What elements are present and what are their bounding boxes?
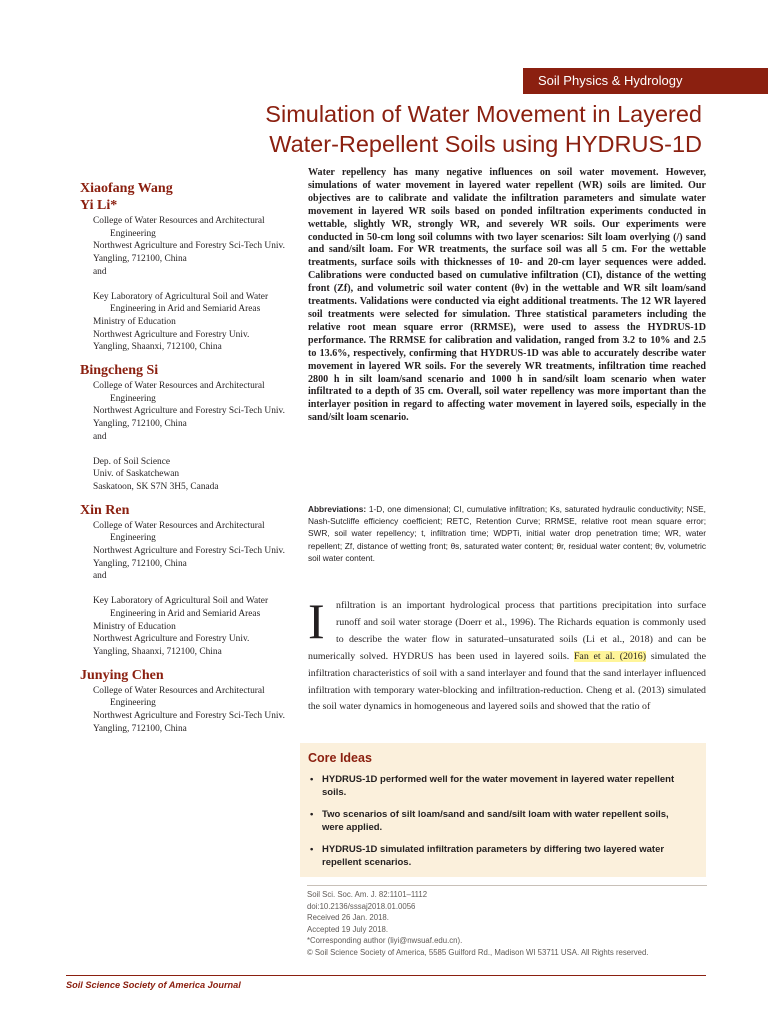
affiliation-line: College of Water Resources and Architectural Engineering [93, 685, 265, 709]
affiliation-list [80, 520, 290, 659]
highlighted-citation[interactable]: Fan et al. (2016) [573, 650, 647, 662]
abbreviations-text: 1-D, one dimensional; CI, cumulative infiltration; Ks, saturated hydraulic conductivity; NSE, Nash-Sutcliffe efficiency coefficient; RETC, Retention Curve; RRMSE, relative root mean square error; SWR, soil water repellency; t, infiltration time; WDPTi, initial water drop penetration time; WR, water repellent; Zf, distance of wetting front; θs, saturated water content; θr, residual water content; θv, volumetric soil water content. [308, 504, 706, 563]
core-idea-item: • Two scenarios of silt loam/sand and sand/silt loam with water repellent soils, were applied. [308, 808, 688, 835]
core-ideas-title: Core Ideas [308, 751, 372, 765]
citation-line: Accepted 19 July 2018. [307, 924, 389, 934]
affiliation-line: and [93, 266, 107, 277]
affiliation-line: Northwest Agriculture and Forestry Sci-Tech Univ. [93, 406, 285, 417]
author-block [80, 502, 290, 659]
author-name: Xiaofang Wang [80, 181, 173, 196]
affiliation-line: Northwest Agriculture and Forestry Univ. [93, 329, 250, 340]
affiliation-line: College of Water Resources and Architectural Engineering [93, 520, 265, 544]
affiliation-list [80, 685, 290, 736]
affiliation-line: Yangling, Shaanxi, 712100, China [93, 646, 222, 657]
affiliation-line: Northwest Agriculture and Forestry Sci-Tech Univ. [93, 546, 285, 557]
affiliation-line: Yangling, 712100, China [93, 254, 187, 265]
drop-cap: I [308, 593, 325, 649]
affiliation-line: College of Water Resources and Architectural Engineering [93, 381, 265, 404]
abbreviations-label: Abbreviations: [308, 504, 367, 514]
core-idea-item: • HYDRUS-1D performed well for the water movement in layered water repellent soils. [308, 773, 688, 800]
affiliation-line: Yangling, 712100, China [93, 723, 187, 734]
affiliation-line: Northwest Agriculture and Forestry Univ. [93, 634, 250, 645]
core-idea-item: • HYDRUS-1D simulated infiltration parameters by differing two layered water repellent scenarios. [308, 843, 688, 870]
affiliation-list [80, 215, 290, 354]
author-name: Xin Ren [80, 502, 130, 518]
section-tag: Soil Physics & Hydrology [523, 68, 768, 94]
author-block [80, 197, 290, 354]
affiliation-line: Ministry of Education [93, 316, 176, 327]
author-block [80, 180, 290, 197]
author-block [80, 667, 290, 736]
citation-line: Soil Sci. Soc. Am. J. 82:1101–1112 [307, 890, 428, 899]
affiliation-line: Yangling, 712100, China [93, 558, 187, 569]
affiliation-list [80, 380, 290, 494]
affiliation-line: Univ. of Saskatchewan [93, 469, 180, 480]
copyright-line: © Soil Science Society of America, 5585 Guilford Rd., Madison WI 53711 USA. All Rights reserved. [307, 947, 649, 957]
footer-rule [66, 975, 706, 976]
author-name: Bingcheng Si [80, 363, 159, 379]
core-ideas-list [308, 773, 688, 877]
author-block [80, 362, 290, 494]
author-name: Yi Li* [80, 198, 118, 213]
affiliation-line: Key Laboratory of Agricultural Soil and Water Engineering in Arid and Semiarid Areas [93, 291, 269, 315]
affiliation-line: Key Laboratory of Agricultural Soil and Water Engineering in Arid and Semiarid Areas [93, 596, 269, 619]
affiliation-line: Saskatoon, SK S7N 3H5, Canada [93, 481, 219, 492]
core-ideas-box [300, 743, 706, 877]
affiliation-line: Yangling, Shaanxi, 712100, China [93, 342, 222, 353]
corresponding-author-line[interactable]: *Corresponding author (liyi@nwsuaf.edu.cn). [307, 936, 463, 946]
doi-line[interactable]: doi:10.2136/sssaj2018.01.0056 [307, 901, 416, 911]
author-name: Junying Chen [80, 667, 164, 683]
body-text-part: simulated the infiltration characteristics of soil with a sand interlayer and found that the sand interlayer influenced infiltration with temporary water-blocking and infiltration-reduction. Cheng et al. (2013) simulated the soil water dynamics in homogeneous and layered soils and showed that the ratio of [308, 650, 706, 713]
affiliation-line: Northwest Agriculture and Forestry Sci-Tech Univ. [93, 711, 285, 722]
abbreviations [308, 503, 706, 564]
affiliation-line: Yangling, 712100, China [93, 419, 187, 430]
affiliation-line: Ministry of Education [93, 621, 176, 632]
affiliation-line: and [93, 431, 107, 442]
citation-block [307, 885, 707, 959]
introduction-text [308, 593, 706, 716]
affiliation-line: Dep. of Soil Science [93, 456, 171, 467]
title-line-1: Simulation of Water Movement in Layered [265, 101, 702, 127]
affiliation-line: College of Water Resources and Architectural Engineering [93, 216, 265, 239]
affiliation-line: Northwest Agriculture and Forestry Sci-Tech Univ. [93, 241, 285, 252]
title-line-2: Water-Repellent Soils using HYDRUS-1D [269, 131, 702, 157]
article-title [265, 99, 702, 159]
abstract: Water repellency has many negative influences on soil water movement. However, simulations of water movement in layered water repellent (WR) soils are limited. Our objectives are to calibrate and validate the infiltration parameters and simulate water movement in layered WR soils based on ponded infiltration experiments conducted in wettable, slightly WR, strongly WR, and severely WR soils. Our experiments were conducted in 50-cm long soil columns with two layer scenarios: Silt loam overlying (/) sand and sand/silt loam. For WR treatments, the surface soil was all 5 cm. For the wettable treatments, surface soils with thicknesses of 10- and 20-cm layer sequences were added. Calibrations were conducted based on cumulative infiltration (CI), distance of the wetting front (Zf), and volumetric soil water content (θv) in the wettable and WR silt loam/sand treatments. Validations were conducted via eight additional treatments. The 12 WR layered soil treatments were selected for simulation. Three statistical parameters including the relative root mean square error (RRMSE), were used to assess the HYDRUS-1D performance. The RRMSE for calibration and validation, ranged from 3.2 to 10% and 2.5 to 13.6%, respectively, confirming that HYDRUS-1D was able to accurately describe water movement in layered WR soils. For the severely WR treatments, infiltration time reached 2800 h in silt loam/sand scenario and 1000 h in sand/silt loam scenario when water infiltrated to a depth of 35 cm. Overall, soil water repellency was more important than the interlayer position in regard to affecting water movement in layered soils, especially in the sand/silt loam scenario. [308, 167, 706, 424]
citation-line: Received 26 Jan. 2018. [307, 913, 389, 923]
body-text-part: nfiltration is an important hydrological process that partitions precipitation into surface runoff and soil water storage (Doerr et al., 1996). The Richards equation is commonly used to describe the water flow in saturated–unsaturated soils (Li et al., 2018) and can be numerically solved. HYDRUS has been used in layered soils. [308, 600, 706, 662]
affiliation-line: and [93, 571, 107, 582]
author-list [80, 180, 290, 744]
footer-journal-name: Soil Science Society of America Journal [66, 980, 241, 990]
